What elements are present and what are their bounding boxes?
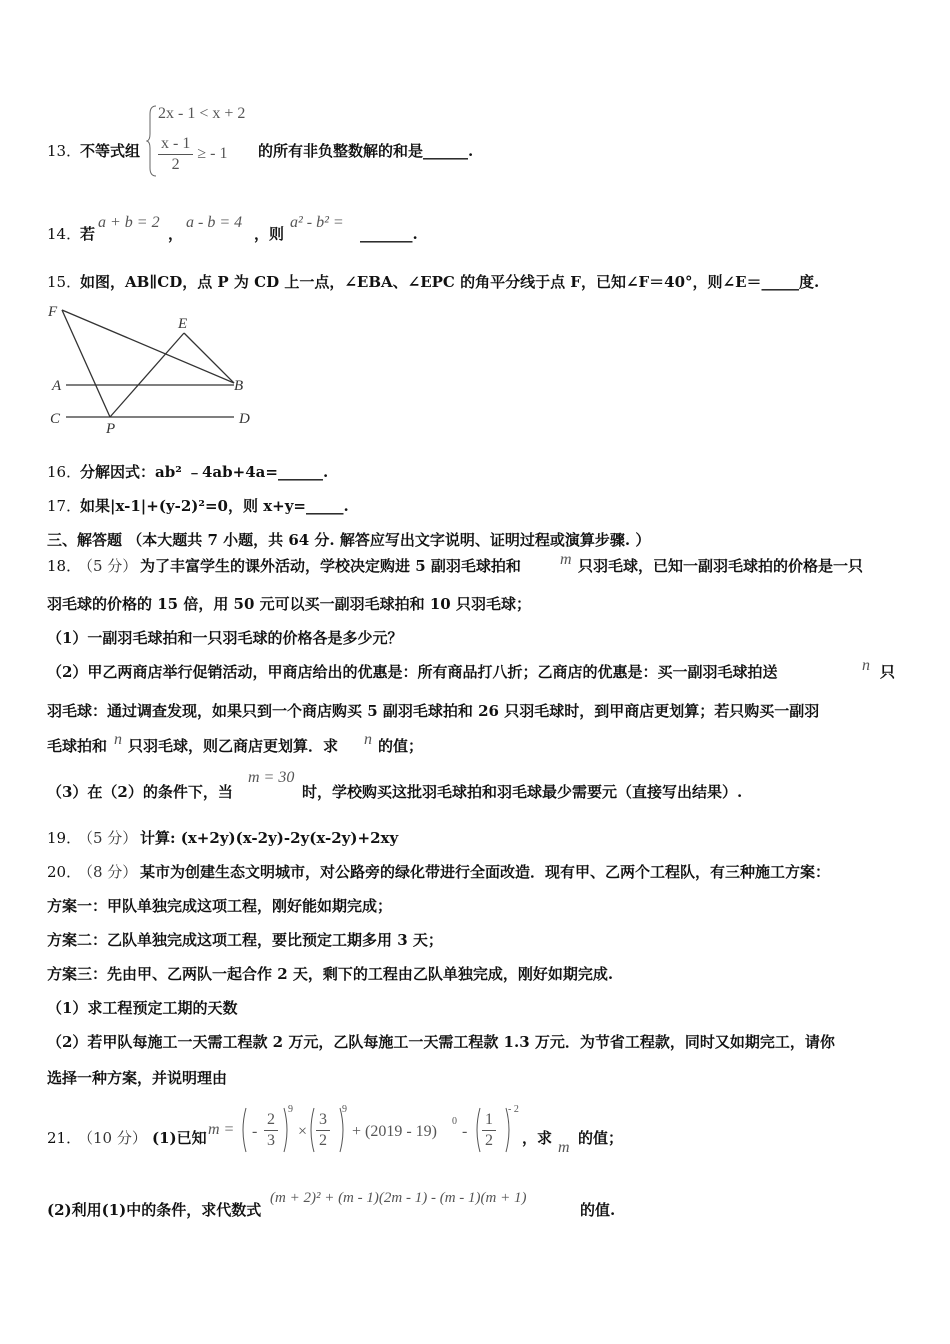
q18-part2b: 羽毛球：通过调查发现，如果只到一个商店购买 5 副羽毛球拍和 26 只羽毛球时，到甲商店更划算；若只购买一副羽 bbox=[47, 702, 820, 720]
q18-part2c-start: 毛球拍和 bbox=[47, 737, 108, 755]
q21-term1-den: 3 bbox=[267, 1132, 275, 1149]
q18-part2a: （2）甲乙两商店举行促销活动，甲商店给出的优惠是：所有商品打八折；乙商店的优惠是：买一副羽毛球拍送 bbox=[47, 663, 778, 681]
q21-part2-end: 的值. bbox=[580, 1201, 616, 1219]
q21-part2-expr: (m + 2)² + (m - 1)(2m - 1) - (m - 1)(m + 1) bbox=[270, 1190, 527, 1206]
q21-score: （10 分） bbox=[78, 1129, 147, 1147]
q20-plan3: 方案三：先由甲、乙两队一起合作 2 天，剩下的工程由乙队单独完成，刚好如期完成. bbox=[47, 965, 614, 983]
q17-text: 如果|x-1|+(y-2)²=0，则 x+y=_____. bbox=[80, 497, 349, 515]
q18-line1b: 只羽毛球，已知一副羽毛球拍的价格是一只 bbox=[578, 557, 864, 575]
q18-part3-start: （3）在（2）的条件下，当 bbox=[47, 783, 233, 801]
q18-line1: 为了丰富学生的课外活动，学校决定购进 5 副羽毛球拍和 bbox=[140, 557, 521, 575]
q19-text: 计算: (x+2y)(x-2y)-2y(x-2y)+2xy bbox=[140, 829, 399, 847]
q20-part1: （1）求工程预定工期的天数 bbox=[47, 999, 238, 1017]
q21-times: × bbox=[298, 1123, 308, 1140]
q18-score: （5 分） bbox=[78, 557, 138, 575]
q19-score: （5 分） bbox=[78, 829, 138, 847]
q20-plan1: 方案一：甲队单独完成这项工程，刚好能如期完成； bbox=[47, 897, 393, 915]
q21-m-eq: m = bbox=[208, 1121, 235, 1138]
label-B: B bbox=[234, 378, 244, 394]
q21-term1-num: 2 bbox=[264, 1110, 278, 1131]
q21-number: 21． bbox=[47, 1129, 82, 1147]
q14-comma: ， bbox=[168, 225, 184, 243]
q16-text: 分解因式：ab² ﹣4ab+4a=______. bbox=[80, 463, 329, 481]
q13-blank: ______. bbox=[423, 142, 474, 160]
q20-plan2: 方案二：乙队单独完成这项工程，要比预定工期多用 3 天； bbox=[47, 931, 443, 949]
q14-expr-3: a² - b² = bbox=[290, 214, 344, 231]
q20-number: 20． bbox=[47, 863, 82, 881]
q18-number: 18． bbox=[47, 557, 82, 575]
q13-prefix: 不等式组 bbox=[80, 142, 141, 160]
q18-part1: （1）一副羽毛球拍和一只羽毛球的价格各是多少元？ bbox=[47, 629, 403, 647]
q14-then: ，则 bbox=[254, 225, 285, 243]
q14-expr-2: a - b = 4 bbox=[186, 214, 243, 231]
q21-minus: - bbox=[462, 1123, 468, 1140]
q21-term4 bbox=[482, 1110, 496, 1151]
q21-exp4: - 2 bbox=[508, 1104, 519, 1115]
q18-part2a-end: 只 bbox=[880, 663, 896, 681]
label-A: A bbox=[52, 378, 62, 394]
label-P: P bbox=[106, 421, 116, 437]
q18-var-n: n bbox=[862, 657, 870, 674]
q18-var-m: m bbox=[560, 551, 572, 568]
brace-icon bbox=[146, 104, 158, 178]
q20-score: （8 分） bbox=[78, 863, 138, 881]
label-D: D bbox=[239, 411, 250, 427]
q20-line1: 某市为创建生态文明城市，对公路旁的绿化带进行全面改造．现有甲、乙两个工程队，有三种施工方案： bbox=[140, 863, 831, 881]
line-EB bbox=[184, 333, 234, 383]
q18-line2: 羽毛球的价格的 15 倍，用 50 元可以买一副羽毛球拍和 10 只羽毛球； bbox=[47, 595, 531, 613]
q21-term4-den: 2 bbox=[485, 1132, 493, 1149]
q21-part1-start: (1)已知 bbox=[152, 1129, 207, 1147]
q13-number: 13． bbox=[47, 142, 82, 160]
geometry-figure bbox=[44, 300, 264, 438]
q13-fraction-denominator: 2 bbox=[171, 156, 180, 173]
q18-part2c-end: 的值； bbox=[378, 737, 424, 755]
q15-number: 15． bbox=[47, 273, 82, 291]
q21-part1-mid: ，求 bbox=[522, 1129, 553, 1147]
q21-plus-term: + (2019 - 19) bbox=[352, 1123, 438, 1140]
q19-number: 19． bbox=[47, 829, 82, 847]
q13-relation: ≥ - 1 bbox=[197, 145, 228, 163]
q18-var-n-2: n bbox=[114, 731, 122, 748]
q13-inequality-2 bbox=[158, 134, 227, 175]
q18-var-n-3: n bbox=[364, 731, 372, 748]
q18-part3-end: 时，学校购买这批羽毛球拍和羽毛球最少需要元（直接写出结果）. bbox=[302, 783, 743, 801]
label-F: F bbox=[48, 304, 58, 320]
line-FP bbox=[62, 310, 110, 417]
q21-term1 bbox=[264, 1110, 278, 1151]
q21-term2-den: 2 bbox=[319, 1132, 327, 1149]
q14-number: 14． bbox=[47, 225, 82, 243]
line-FB bbox=[62, 310, 234, 383]
q21-term4-num: 1 bbox=[482, 1110, 496, 1131]
q14-expr-1: a + b = 2 bbox=[98, 214, 160, 231]
q21-part2-start: (2)利用(1)中的条件，求代数式 bbox=[47, 1201, 262, 1219]
q13-inequality-1: 2x - 1 < x + 2 bbox=[158, 105, 246, 122]
section-3-title: 三、解答题 （本大题共 7 小题，共 64 分. 解答应写出文字说明、证明过程或演算步骤. ） bbox=[47, 531, 651, 549]
q20-part2a: （2）若甲队每施工一天需工程款 2 万元，乙队每施工一天需工程款 1.3 万元．为节省工程款，同时又如期完工，请你 bbox=[47, 1033, 835, 1051]
q13-suffix: 的所有非负整数解的和是______. bbox=[258, 142, 474, 160]
q18-part2c-mid: 只羽毛球，则乙商店更划算．求 bbox=[128, 737, 339, 755]
q21-exp1: 9 bbox=[288, 1104, 293, 1115]
q14-blank: _______. bbox=[360, 225, 418, 243]
label-C: C bbox=[50, 411, 61, 427]
q16-number: 16． bbox=[47, 463, 82, 481]
label-E: E bbox=[178, 316, 188, 332]
q21-term2 bbox=[316, 1110, 330, 1151]
q21-var-m: m bbox=[558, 1139, 570, 1156]
q13-fraction-numerator: x - 1 bbox=[158, 134, 193, 155]
q21-term1-sign: - bbox=[252, 1123, 258, 1140]
q14-if: 若 bbox=[80, 225, 96, 243]
q20-part2b: 选择一种方案，并说明理由 bbox=[47, 1069, 228, 1087]
q17-number: 17． bbox=[47, 497, 82, 515]
q21-part1-end: 的值； bbox=[578, 1129, 624, 1147]
q21-term2-num: 3 bbox=[316, 1110, 330, 1131]
q18-part3-math: m = 30 bbox=[248, 769, 295, 786]
q21-exp3: 0 bbox=[452, 1116, 457, 1127]
q15-text: 如图，AB∥CD，点 P 为 CD 上一点，∠EBA、∠EPC 的角平分线于点 F，已知∠F＝40°，则∠E＝_____度. bbox=[80, 273, 820, 291]
q21-exp2: 9 bbox=[342, 1104, 347, 1115]
